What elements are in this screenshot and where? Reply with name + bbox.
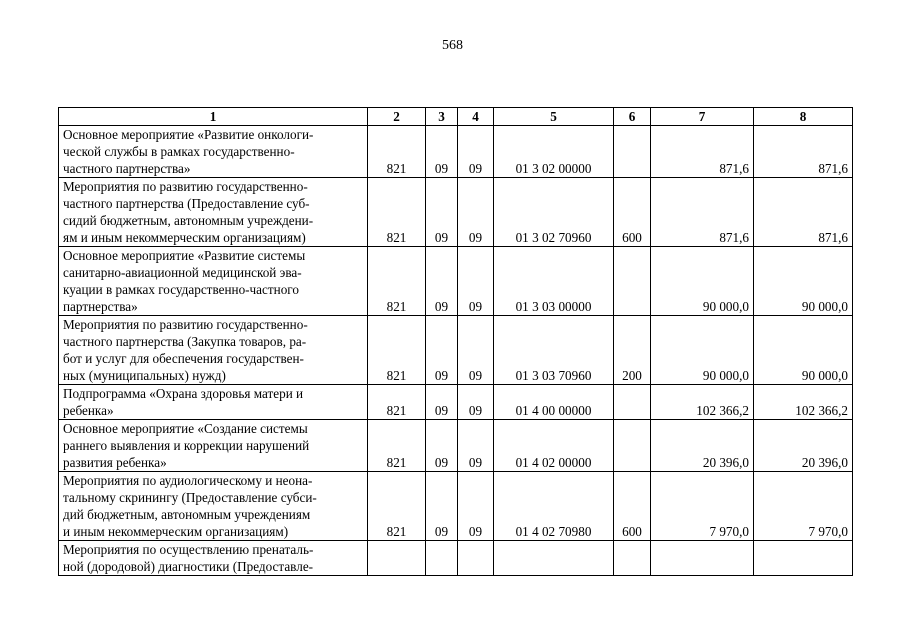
row-name: Основное мероприятие «Создание системы раннего выявления и коррекции нарушений развития ребенка» — [59, 420, 368, 472]
subsection-code: 09 — [458, 178, 494, 247]
header-col-1: 1 — [59, 108, 368, 126]
amount-col-8: 871,6 — [754, 178, 853, 247]
amount-col-8: 7 970,0 — [754, 472, 853, 541]
ministry-code: 821 — [368, 316, 426, 385]
ministry-code: 821 — [368, 472, 426, 541]
target-article-code — [494, 541, 614, 576]
table-row — [59, 247, 853, 316]
amount-col-7: 871,6 — [651, 178, 754, 247]
expense-type-code — [614, 126, 651, 178]
header-col-5: 5 — [494, 108, 614, 126]
amount-col-8: 90 000,0 — [754, 316, 853, 385]
section-code: 09 — [426, 178, 458, 247]
ministry-code: 821 — [368, 420, 426, 472]
target-article-code: 01 3 02 70960 — [494, 178, 614, 247]
expense-type-code — [614, 541, 651, 576]
page-number: 568 — [442, 38, 463, 53]
amount-col-8: 90 000,0 — [754, 247, 853, 316]
subsection-code — [458, 541, 494, 576]
expense-type-code: 600 — [614, 472, 651, 541]
table-row — [59, 385, 853, 420]
amount-col-7: 90 000,0 — [651, 247, 754, 316]
row-name: Основное мероприятие «Развитие онкологи- ческой службы в рамках государственно- частного партнерства» — [59, 126, 368, 178]
target-article-code: 01 4 02 70980 — [494, 472, 614, 541]
ministry-code: 821 — [368, 385, 426, 420]
section-code: 09 — [426, 126, 458, 178]
amount-col-7: 102 366,2 — [651, 385, 754, 420]
amount-col-8: 20 396,0 — [754, 420, 853, 472]
ministry-code: 821 — [368, 178, 426, 247]
expense-type-code: 200 — [614, 316, 651, 385]
amount-col-7: 7 970,0 — [651, 472, 754, 541]
row-name: Основное мероприятие «Развитие системы санитарно-авиационной медицинской эва- куации в рамках государственно-частного партнерства» — [59, 247, 368, 316]
ministry-code: 821 — [368, 126, 426, 178]
target-article-code: 01 3 03 00000 — [494, 247, 614, 316]
table-row — [59, 541, 853, 576]
amount-col-7: 90 000,0 — [651, 316, 754, 385]
header-col-7: 7 — [651, 108, 754, 126]
row-name: Подпрограмма «Охрана здоровья матери и ребенка» — [59, 385, 368, 420]
amount-col-8: 102 366,2 — [754, 385, 853, 420]
expense-type-code: 600 — [614, 178, 651, 247]
amount-col-8 — [754, 541, 853, 576]
section-code: 09 — [426, 385, 458, 420]
subsection-code: 09 — [458, 420, 494, 472]
expense-type-code — [614, 385, 651, 420]
section-code — [426, 541, 458, 576]
header-col-2: 2 — [368, 108, 426, 126]
section-code: 09 — [426, 420, 458, 472]
section-code: 09 — [426, 247, 458, 316]
header-col-3: 3 — [426, 108, 458, 126]
subsection-code: 09 — [458, 385, 494, 420]
target-article-code: 01 4 02 00000 — [494, 420, 614, 472]
table-row — [59, 178, 853, 247]
row-name: Мероприятия по развитию государственно- частного партнерства (Предоставление суб- сидий бюджетным, автономным учреждени- ям и иным некоммерческим организациям) — [59, 178, 368, 247]
subsection-code: 09 — [458, 126, 494, 178]
row-name: Мероприятия по осуществлению пренаталь- ной (дородовой) диагностики (Предоставле- — [59, 541, 368, 576]
section-code: 09 — [426, 472, 458, 541]
expense-type-code — [614, 420, 651, 472]
table-row — [59, 126, 853, 178]
subsection-code: 09 — [458, 247, 494, 316]
subsection-code: 09 — [458, 472, 494, 541]
header-col-4: 4 — [458, 108, 494, 126]
header-row — [59, 108, 853, 126]
expense-type-code — [614, 247, 651, 316]
ministry-code: 821 — [368, 247, 426, 316]
amount-col-7: 20 396,0 — [651, 420, 754, 472]
amount-col-7 — [651, 541, 754, 576]
target-article-code: 01 3 03 70960 — [494, 316, 614, 385]
target-article-code: 01 4 00 00000 — [494, 385, 614, 420]
header-col-6: 6 — [614, 108, 651, 126]
header-col-8: 8 — [754, 108, 853, 126]
amount-col-8: 871,6 — [754, 126, 853, 178]
target-article-code: 01 3 02 00000 — [494, 126, 614, 178]
budget-table — [58, 107, 853, 576]
row-name: Мероприятия по развитию государственно- частного партнерства (Закупка товаров, ра- бот и услуг для обеспечения государствен- ных (муниципальных) нужд) — [59, 316, 368, 385]
section-code: 09 — [426, 316, 458, 385]
table-row — [59, 420, 853, 472]
subsection-code: 09 — [458, 316, 494, 385]
ministry-code — [368, 541, 426, 576]
amount-col-7: 871,6 — [651, 126, 754, 178]
row-name: Мероприятия по аудиологическому и неона- тальному скринингу (Предоставление субси- дий бюджетным, автономным учреждениям и иным некоммерческим организациям) — [59, 472, 368, 541]
table-row — [59, 316, 853, 385]
table-row — [59, 472, 853, 541]
